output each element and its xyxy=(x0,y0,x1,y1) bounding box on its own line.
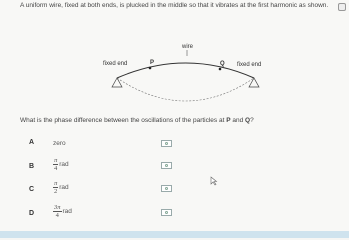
option-b-radio[interactable] xyxy=(161,162,172,169)
option-a-text: zero xyxy=(53,140,66,147)
mouse-cursor-icon xyxy=(210,176,218,186)
radio-dot-icon xyxy=(165,211,168,214)
wire-upper-curve xyxy=(117,63,254,78)
option-c-fraction: $\frac{\pi}{2}$ xyxy=(54,180,58,195)
right-fixed-end-label: fixed end xyxy=(237,62,262,68)
question-stem: A uniform wire, fixed at both ends, is plucked in the middle so that it vibrates at the first harmonic as shown. xyxy=(20,2,329,9)
point-q-dot xyxy=(219,68,222,71)
point-q-label: Q xyxy=(220,61,225,67)
point-p-dot xyxy=(149,67,152,70)
option-a-radio[interactable] xyxy=(161,140,172,147)
footer-bar xyxy=(0,231,349,238)
right-support-icon xyxy=(249,78,259,87)
radio-dot-icon xyxy=(165,164,168,167)
option-c-letter: C xyxy=(29,186,35,193)
option-d-radio[interactable] xyxy=(161,209,172,216)
radio-dot-icon xyxy=(165,142,168,145)
option-b-fraction: $\frac{\pi}{4}$ xyxy=(54,157,58,172)
radio-dot-icon xyxy=(165,187,168,190)
option-d-letter: D xyxy=(29,210,35,217)
option-c-text: $\frac{\pi}{2}$ rad xyxy=(54,180,69,195)
option-d-text: $\frac{3\pi}{4}$ rad xyxy=(54,204,72,219)
option-b-letter: B xyxy=(29,163,35,170)
option-c-radio[interactable] xyxy=(161,185,172,192)
left-support-icon xyxy=(112,78,122,87)
option-b-text: $\frac{\pi}{4}$ rad xyxy=(54,157,69,172)
wire-label: wire xyxy=(182,44,194,50)
left-fixed-end-label: fixed end xyxy=(103,61,128,67)
point-p-label: P xyxy=(150,60,155,66)
option-d-fraction: $\frac{3\pi}{4}$ xyxy=(54,204,61,219)
wire-lower-curve xyxy=(117,78,254,101)
question-prompt: What is the phase difference between the oscillations of the particles at P and Q? xyxy=(20,117,254,124)
option-a-letter: A xyxy=(29,139,35,146)
